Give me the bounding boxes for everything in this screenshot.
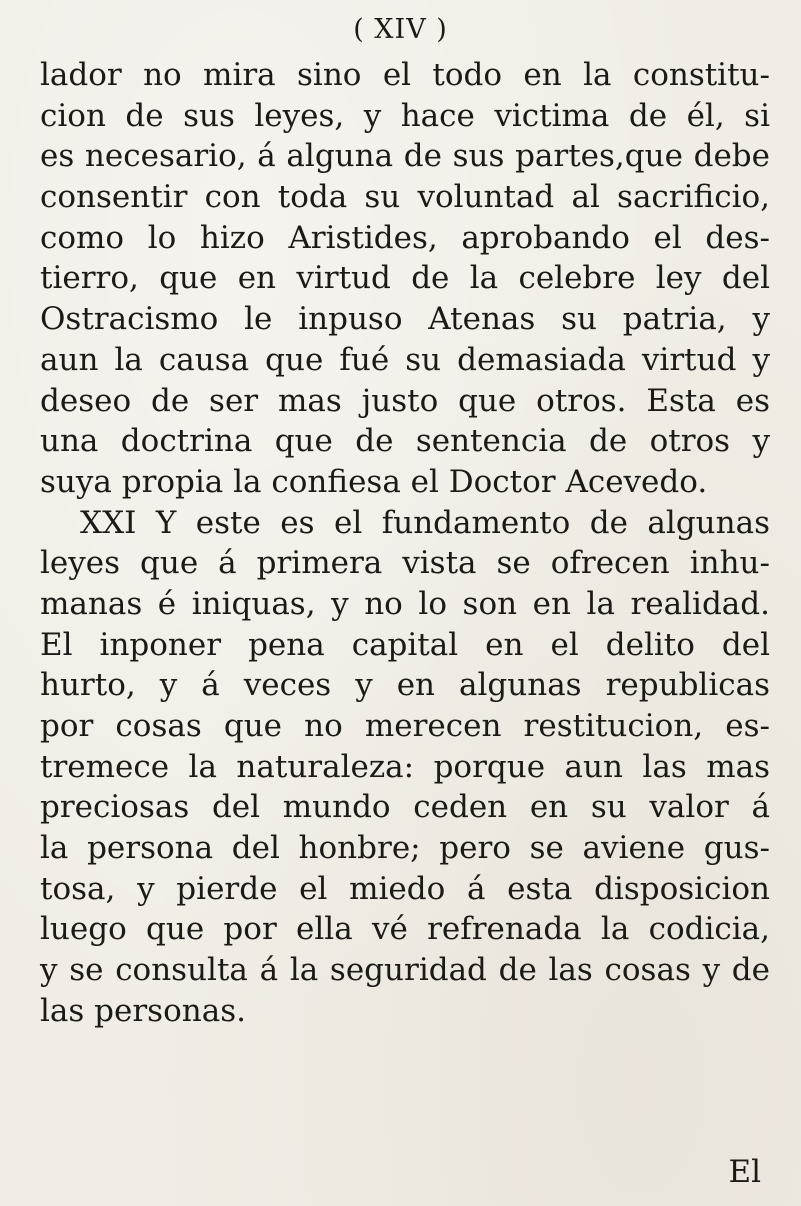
catchword: El [728, 1154, 761, 1190]
text-line: las personas. [40, 992, 246, 1029]
text-line: una doctrina que de sentencia de otros y [40, 423, 770, 460]
text-line: El inponer pena capital en el delito del [40, 626, 770, 663]
text-line: preciosas del mundo ceden en su valor á [40, 789, 770, 826]
text-line: tosa, y pierde el miedo á esta disposicion [40, 870, 770, 907]
text-line: tremece la naturaleza: porque aun las mas [40, 748, 770, 785]
text-line: tierro, que en virtud de la celebre ley del [40, 260, 770, 297]
text-line: por cosas que no merecen restitucion, es- [40, 708, 770, 744]
text-line: cion de sus leyes, y hace victima de él, si [40, 97, 770, 134]
text-line: Ostracismo le inpuso Atenas su patria, y [40, 301, 770, 338]
text-line: aun la causa que fué su demasiada virtud y [40, 341, 770, 378]
section-start-line: XXI Y este es el fundamento de algunas [80, 504, 770, 541]
text-line: deseo de ser mas justo que otros. Esta es [40, 382, 770, 419]
text-line: y se consulta á la seguridad de las cosas y de [40, 952, 770, 989]
text-line: lador no mira sino el todo en la constitu- [40, 57, 770, 93]
text-line: suya propia la confiesa el Doctor Acevedo. [40, 463, 708, 500]
text-line: luego que por ella vé refrenada la codicia, [40, 911, 770, 948]
text-line: hurto, y á veces y en algunas republicas [40, 667, 770, 704]
text-line: como lo hizo Aristides, aprobando el des- [40, 219, 770, 256]
body-text [40, 55, 770, 1032]
text-line: leyes que á primera vista se ofrecen inhu- [40, 545, 770, 582]
text-line: manas é iniquas, y no lo son en la realidad. [40, 585, 770, 622]
text-line: es necesario, á alguna de sus partes,que debe [40, 138, 770, 175]
text-line: consentir con toda su voluntad al sacrificio, [40, 179, 770, 216]
text-line: la persona del honbre; pero se aviene gus- [40, 830, 770, 867]
page-number: ( XIV ) [353, 14, 448, 45]
